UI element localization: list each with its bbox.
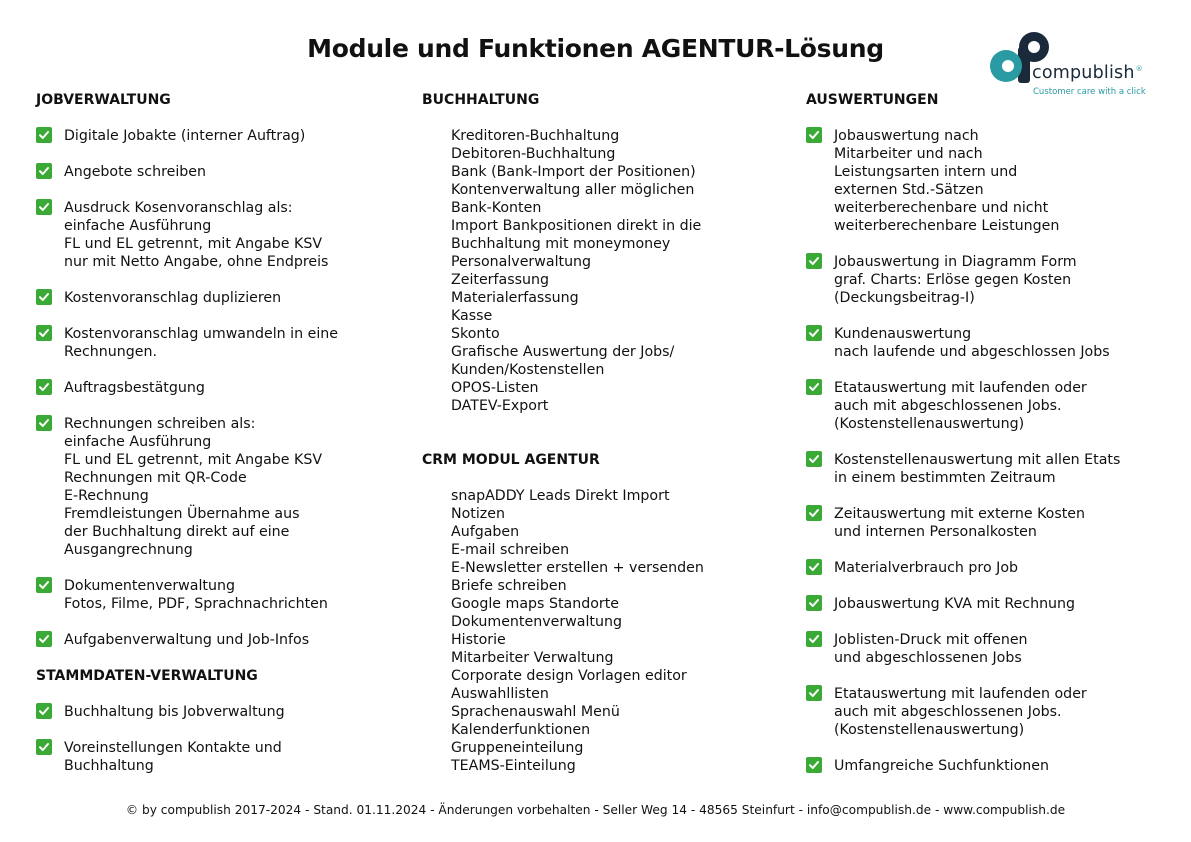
list-line: Google maps Standorte — [451, 596, 620, 612]
item-line: Umfangreiche Suchfunktionen — [834, 758, 1049, 774]
list-line: TEAMS-Einteilung — [451, 758, 576, 774]
list-line: Auswahllisten — [451, 686, 549, 702]
item-line: Fotos, Filme, PDF, Sprachnachrichten — [64, 596, 328, 612]
item-text — [64, 289, 281, 307]
item-line: Ausgangrechnung — [64, 542, 193, 558]
checkmark-icon-glyph — [38, 417, 50, 429]
column-buchhaltung-crm — [422, 91, 782, 775]
item-line: in einem bestimmten Zeitraum — [834, 470, 1056, 486]
list-item — [36, 415, 396, 559]
item-line: Jobauswertung KVA mit Rechnung — [834, 596, 1076, 612]
list-line: Kasse — [451, 308, 493, 324]
list-line: Skonto — [451, 326, 500, 342]
checkmark-icon-glyph — [808, 255, 820, 267]
list-line: Debitoren-Buchhaltung — [451, 146, 616, 162]
item-text — [64, 577, 328, 613]
checkmark-icon-glyph — [38, 201, 50, 213]
compublish-logo — [988, 30, 1168, 100]
list-item — [36, 289, 396, 307]
list-item — [36, 127, 396, 145]
checkmark-icon-glyph — [38, 129, 50, 141]
item-line: Kostenstellenauswertung mit allen Etats — [834, 452, 1121, 468]
item-line: nur mit Netto Angabe, ohne Endpreis — [64, 254, 329, 270]
item-line: und internen Personalkosten — [834, 524, 1037, 540]
item-line: der Buchhaltung direkt auf eine — [64, 524, 290, 540]
item-text — [834, 757, 1049, 775]
list-line: Zeiterfassung — [451, 272, 549, 288]
item-line: weiterberechenbare Leistungen — [834, 218, 1060, 234]
item-line: weiterberechenbare und nicht — [834, 200, 1049, 216]
checkmark-icon-glyph — [808, 597, 820, 609]
item-text — [834, 379, 1087, 433]
checkmark-icon-glyph — [38, 327, 50, 339]
item-text — [834, 325, 1110, 361]
item-line: (Kostenstellenauswertung) — [834, 722, 1025, 738]
checkmark-icon-glyph — [808, 327, 820, 339]
list-line: Kalenderfunktionen — [451, 722, 591, 738]
item-line: Materialverbrauch pro Job — [834, 560, 1019, 576]
item-line: Buchhaltung bis Jobverwaltung — [64, 704, 285, 720]
list-item — [806, 505, 1176, 541]
item-line: Etatauswertung mit laufenden oder — [834, 686, 1087, 702]
checkmark-icon — [806, 559, 822, 575]
item-line: Digitale Jobakte (interner Auftrag) — [64, 128, 306, 144]
item-line: Rechnungen mit QR-Code — [64, 470, 247, 486]
list-line: snapADDY Leads Direkt Import — [451, 488, 670, 504]
item-line: Rechnungen. — [64, 344, 157, 360]
checkmark-icon-glyph — [38, 291, 50, 303]
item-text — [834, 595, 1075, 613]
checkmark-icon — [806, 127, 822, 143]
item-line: Mitarbeiter und nach — [834, 146, 983, 162]
list-line: Materialerfassung — [451, 290, 579, 306]
list-line: Personalverwaltung — [451, 254, 592, 270]
list-line: Historie — [451, 632, 506, 648]
stammdaten-list — [36, 703, 396, 775]
item-text — [64, 379, 205, 397]
section-title-crm: CRM MODUL AGENTUR — [422, 452, 600, 468]
item-text — [64, 631, 309, 649]
list-line: Gruppeneinteilung — [451, 740, 584, 756]
checkmark-icon-glyph — [38, 741, 50, 753]
list-line: Corporate design Vorlagen editor — [451, 668, 687, 684]
item-text — [834, 505, 1085, 541]
list-item — [806, 757, 1176, 775]
checkmark-icon — [36, 199, 52, 215]
item-text — [64, 325, 338, 361]
list-line: Grafische Auswertung der Jobs/ — [451, 344, 675, 360]
item-line: Joblisten-Druck mit offenen — [834, 632, 1028, 648]
checkmark-icon — [806, 685, 822, 701]
item-line: Kostenvoranschlag umwandeln in eine — [64, 326, 338, 342]
section-title-jobverwaltung: JOBVERWALTUNG — [36, 92, 171, 108]
logo-tagline: Customer care with a click — [1033, 87, 1146, 97]
checkmark-icon — [806, 631, 822, 647]
list-line: Dokumentenverwaltung — [451, 614, 622, 630]
checkmark-icon-glyph — [808, 507, 820, 519]
list-line: OPOS-Listen — [451, 380, 539, 396]
crm-list — [422, 487, 782, 775]
checkmark-icon-glyph — [808, 633, 820, 645]
list-item — [36, 325, 396, 361]
list-item — [36, 577, 396, 613]
list-item — [36, 163, 396, 181]
page-title: Module und Funktionen AGENTUR-Lösung — [307, 34, 884, 63]
list-item — [36, 739, 396, 775]
item-line: Voreinstellungen Kontakte und — [64, 740, 282, 756]
logo-wordmark: compublish® — [1032, 63, 1143, 83]
item-text — [64, 415, 322, 559]
list-line: Kunden/Kostenstellen — [451, 362, 605, 378]
item-text — [64, 127, 305, 145]
list-item — [806, 325, 1176, 361]
list-item — [806, 631, 1176, 667]
item-line: Ausdruck Kosenvoranschlag als: — [64, 200, 293, 216]
item-line: E-Rechnung — [64, 488, 149, 504]
item-line: Leistungsarten intern und — [834, 164, 1018, 180]
item-text — [64, 703, 285, 721]
list-line: Mitarbeiter Verwaltung — [451, 650, 614, 666]
section-title-buchhaltung: BUCHHALTUNG — [422, 92, 540, 108]
section-title-stammdaten: STAMMDATEN-VERWALTUNG — [36, 668, 258, 684]
item-text — [64, 199, 328, 271]
item-line: Kundenauswertung — [834, 326, 972, 342]
checkmark-icon — [806, 253, 822, 269]
item-line: Jobauswertung in Diagramm Form — [834, 254, 1077, 270]
checkmark-icon — [36, 289, 52, 305]
list-line: Briefe schreiben — [451, 578, 567, 594]
list-item — [806, 595, 1176, 613]
list-line: Notizen — [451, 506, 505, 522]
item-line: Angebote schreiben — [64, 164, 207, 180]
item-line: Kostenvoranschlag duplizieren — [64, 290, 282, 306]
auswertungen-list — [806, 127, 1176, 775]
list-line: Aufgaben — [451, 524, 520, 540]
checkmark-icon — [36, 703, 52, 719]
jobverwaltung-list — [36, 127, 396, 649]
checkmark-icon — [36, 577, 52, 593]
column-jobverwaltung — [36, 91, 396, 793]
checkmark-icon-glyph — [808, 129, 820, 141]
item-line: (Kostenstellenauswertung) — [834, 416, 1025, 432]
item-line: Etatauswertung mit laufenden oder — [834, 380, 1087, 396]
buchhaltung-list — [422, 127, 782, 415]
item-line: FL und EL getrennt, mit Angabe KSV — [64, 452, 323, 468]
list-line: Bank (Bank-Import der Positionen) — [451, 164, 696, 180]
checkmark-icon — [806, 451, 822, 467]
item-text — [834, 631, 1028, 667]
item-line: Dokumentenverwaltung — [64, 578, 235, 594]
checkmark-icon-glyph — [38, 165, 50, 177]
checkmark-icon — [36, 415, 52, 431]
checkmark-icon — [806, 505, 822, 521]
item-line: Rechnungen schreiben als: — [64, 416, 256, 432]
checkmark-icon — [806, 379, 822, 395]
item-line: Auftragsbestätgung — [64, 380, 205, 396]
checkmark-icon-glyph — [38, 579, 50, 591]
checkmark-icon — [806, 325, 822, 341]
column-auswertungen — [806, 91, 1176, 793]
list-line: E-mail schreiben — [451, 542, 570, 558]
checkmark-icon — [806, 595, 822, 611]
list-line: Kreditoren-Buchhaltung — [451, 128, 620, 144]
checkmark-icon — [36, 631, 52, 647]
item-line: Buchhaltung — [64, 758, 154, 774]
list-item — [806, 559, 1176, 577]
checkmark-icon — [36, 379, 52, 395]
list-item — [806, 379, 1176, 433]
item-line: externen Std.-Sätzen — [834, 182, 984, 198]
list-line: E-Newsletter erstellen + versenden — [451, 560, 704, 576]
item-line: Jobauswertung nach — [834, 128, 979, 144]
checkmark-icon — [36, 739, 52, 755]
item-text — [834, 685, 1087, 739]
item-line: auch mit abgeschlossenen Jobs. — [834, 398, 1062, 414]
checkmark-icon-glyph — [808, 759, 820, 771]
item-line: und abgeschlossenen Jobs — [834, 650, 1022, 666]
checkmark-icon — [36, 127, 52, 143]
list-line: Buchhaltung mit moneymoney — [451, 236, 671, 252]
checkmark-icon-glyph — [808, 561, 820, 573]
list-item — [806, 253, 1176, 307]
list-item — [36, 631, 396, 649]
item-line: nach laufende und abgeschlossen Jobs — [834, 344, 1110, 360]
item-line: (Deckungsbeitrag-I) — [834, 290, 975, 306]
checkmark-icon-glyph — [808, 381, 820, 393]
item-line: Zeitauswertung mit externe Kosten — [834, 506, 1086, 522]
item-text — [834, 559, 1018, 577]
list-line: Sprachenauswahl Menü — [451, 704, 620, 720]
list-line: Kontenverwaltung aller möglichen — [451, 182, 695, 198]
checkmark-icon-glyph — [38, 705, 50, 717]
checkmark-icon-glyph — [808, 453, 820, 465]
checkmark-icon-glyph — [38, 381, 50, 393]
list-item — [36, 703, 396, 721]
list-line: Import Bankpositionen direkt in die — [451, 218, 702, 234]
checkmark-icon-glyph — [38, 633, 50, 645]
list-line: Bank-Konten — [451, 200, 542, 216]
list-item — [806, 127, 1176, 235]
list-item — [36, 199, 396, 271]
item-line: FL und EL getrennt, mit Angabe KSV — [64, 236, 323, 252]
item-text — [64, 739, 282, 775]
item-line: einfache Ausführung — [64, 218, 212, 234]
item-line: Fremdleistungen Übernahme aus — [64, 506, 300, 522]
list-item — [36, 379, 396, 397]
footer: © by compublish 2017-2024 - Stand. 01.11.2024 - Änderungen vorbehalten - Seller Weg 14 - 48565 Steinfurt - info@compublish.de - www.compublish.de — [125, 803, 1066, 817]
checkmark-icon-glyph — [808, 687, 820, 699]
item-line: auch mit abgeschlossenen Jobs. — [834, 704, 1062, 720]
item-line: einfache Ausführung — [64, 434, 212, 450]
item-line: graf. Charts: Erlöse gegen Kosten — [834, 272, 1072, 288]
item-text — [64, 163, 206, 181]
item-line: Aufgabenverwaltung und Job-Infos — [64, 632, 310, 648]
checkmark-icon — [36, 163, 52, 179]
checkmark-icon — [806, 757, 822, 773]
list-item — [806, 451, 1176, 487]
checkmark-icon — [36, 325, 52, 341]
list-item — [806, 685, 1176, 739]
item-text — [834, 253, 1077, 307]
list-line: DATEV-Export — [451, 398, 549, 414]
item-text — [834, 127, 1059, 235]
item-text — [834, 451, 1120, 487]
section-title-auswertungen: AUSWERTUNGEN — [806, 92, 939, 108]
